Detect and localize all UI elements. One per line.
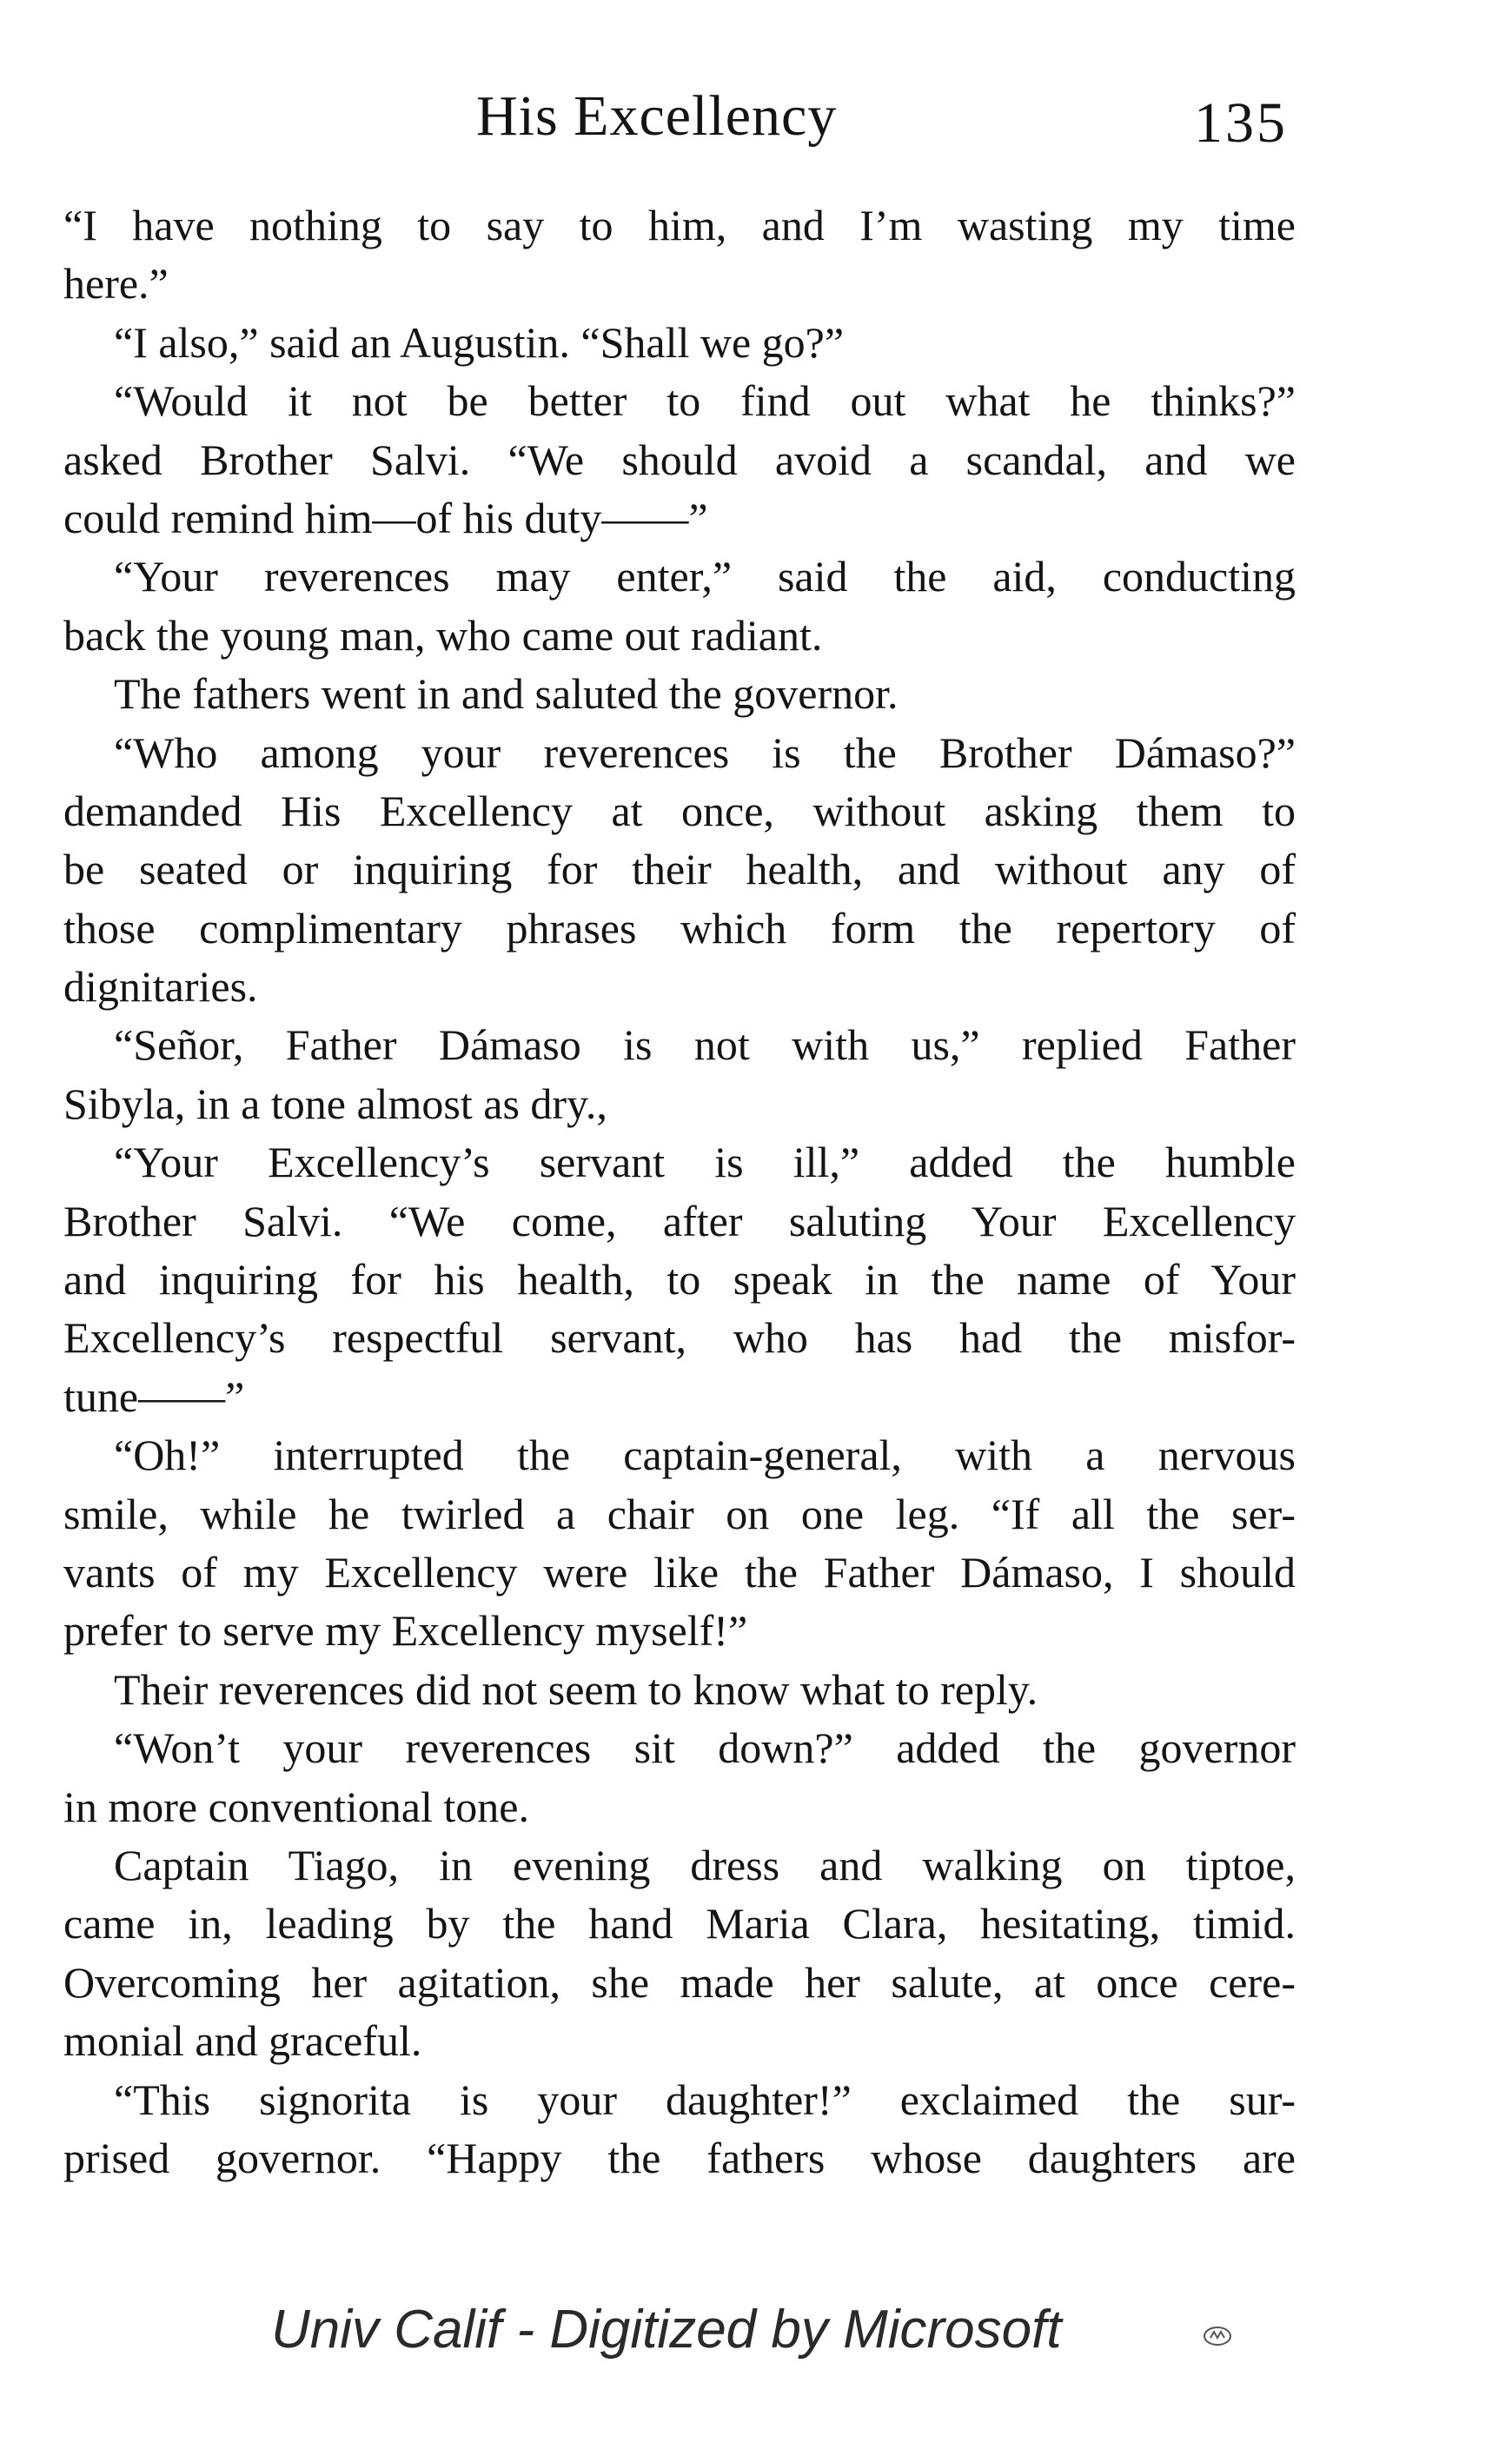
text-line: “This signorita is your daughter!” exclaimed the sur-: [114, 2075, 1296, 2124]
digitization-watermark: Univ Calif - Digitized by Microsoft: [271, 2300, 1062, 2360]
text-line: “Oh!” interrupted the captain-general, with a nervous: [114, 1431, 1296, 1480]
text-line: prefer to serve my Excellency myself!”: [63, 1606, 748, 1656]
text-line: “I have nothing to say to him, and I’m wasting my time: [63, 201, 1296, 249]
text-line: dignitaries.: [63, 962, 258, 1012]
page-number: 135: [1194, 91, 1288, 155]
text-line: prised governor. “Happy the fathers whose daughters are: [63, 2133, 1296, 2182]
microsoft-mark-icon: [1203, 2325, 1232, 2347]
text-line: demanded His Excellency at once, without asking them to: [63, 786, 1296, 835]
text-line: Excellency’s respectful servant, who has had the misfor-: [63, 1313, 1296, 1363]
text-line: smile, while he twirled a chair on one leg. “If all the ser-: [63, 1489, 1296, 1538]
text-line: could remind him—of his duty——”: [63, 493, 708, 542]
text-line: Overcoming her agitation, she made her salute, at once cere-: [63, 1957, 1296, 2007]
text-line: The fathers went in and saluted the governor.: [114, 669, 899, 719]
text-line: “Your reverences may enter,” said the aid, conducting: [114, 552, 1296, 601]
text-line: “Your Excellency’s servant is ill,” added the humble: [114, 1138, 1296, 1187]
text-line: “Would it not be better to find out what he thinks?”: [114, 376, 1296, 426]
digitization-footer: [0, 2299, 1512, 2368]
text-line: tune——”: [63, 1371, 245, 1421]
text-line: Captain Tiago, in evening dress and walking on tiptoe,: [114, 1840, 1296, 1889]
text-line: came in, leading by the hand Maria Clara, hesitating, timid.: [63, 1899, 1296, 1948]
text-line: “Señor, Father Dámaso is not with us,” replied Father: [114, 1020, 1296, 1070]
text-line: Sibyla, in a tone almost as dry.,: [63, 1079, 607, 1128]
text-line: be seated or inquiring for their health, and without any of: [63, 845, 1296, 894]
text-line: and inquiring for his health, to speak in the name of Your: [63, 1255, 1296, 1304]
text-line: “I also,” said an Augustin. “Shall we go?”: [114, 317, 845, 367]
body-text: [63, 196, 1296, 2187]
text-line: “Won’t your reverences sit down?” added the governor: [114, 1723, 1296, 1773]
text-line: asked Brother Salvi. “We should avoid a scandal, and we: [63, 435, 1296, 484]
text-line: here.”: [63, 259, 169, 309]
text-line: those complimentary phrases which form the repertory of: [63, 903, 1296, 953]
text-line: “Who among your reverences is the Brother Dámaso?”: [114, 727, 1296, 777]
text-line: back the young man, who came out radiant.: [63, 610, 823, 660]
text-line: Brother Salvi. “We come, after saluting Your Excellency: [63, 1196, 1296, 1245]
text-line: monial and graceful.: [63, 2016, 422, 2066]
text-line: vants of my Excellency were like the Father Dámaso, I should: [63, 1547, 1296, 1597]
text-line: in more conventional tone.: [63, 1782, 529, 1831]
running-head: [0, 83, 1512, 153]
running-title: His Excellency: [476, 84, 838, 148]
text-line: Their reverences did not seem to know what to reply.: [114, 1664, 1038, 1714]
